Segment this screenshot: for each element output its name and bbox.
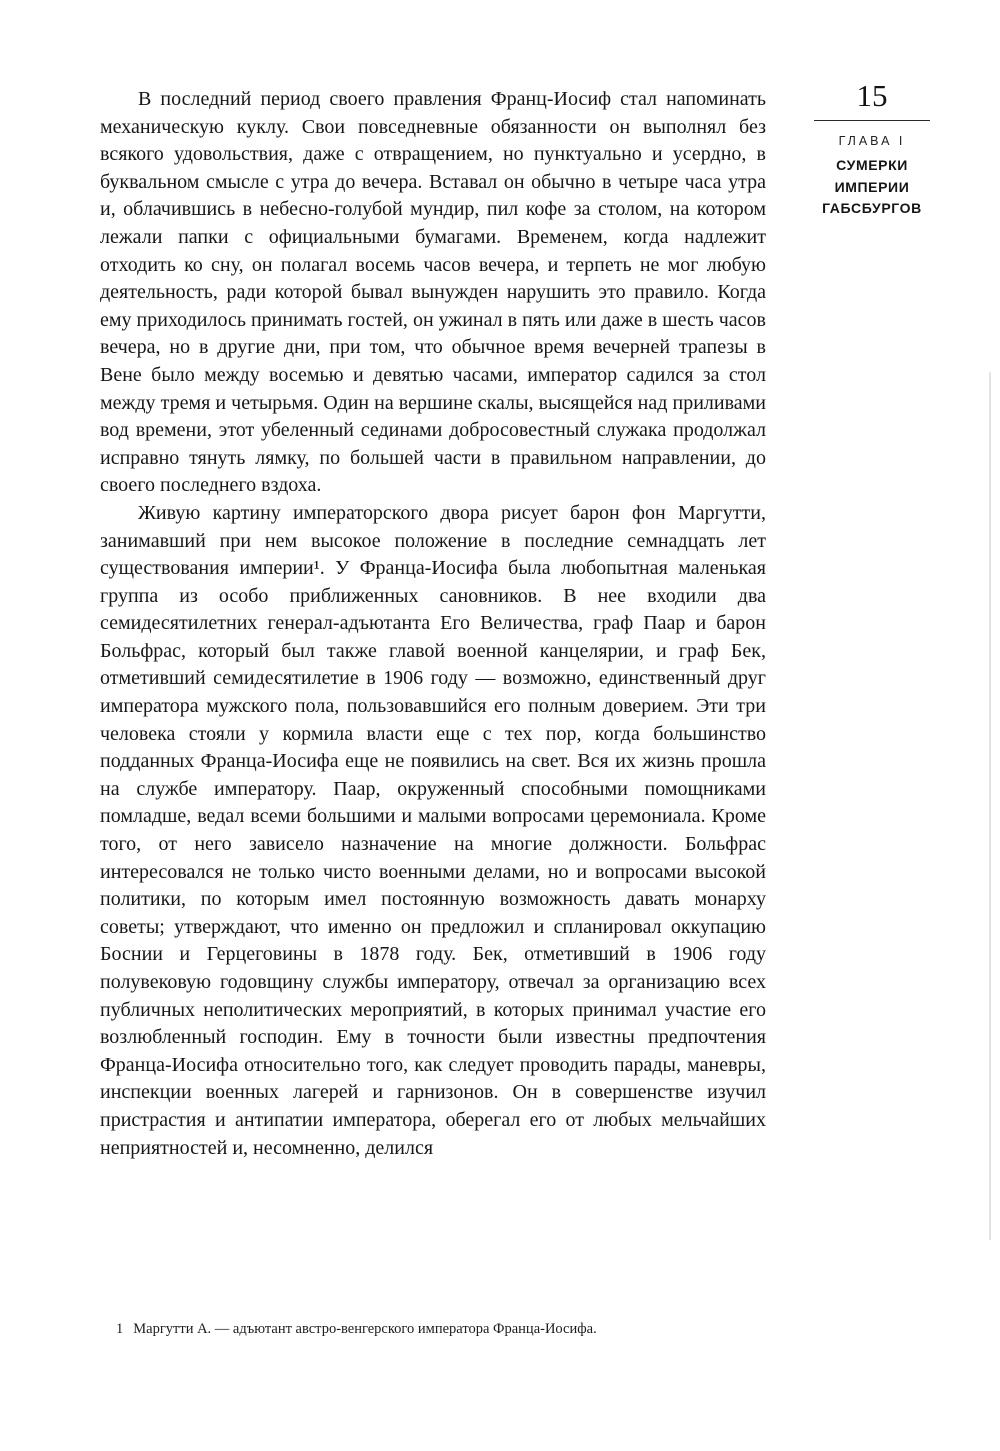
footnote-text: Маргутти А. — адъютант австро-венгерского императора Франца-Иосифа. xyxy=(133,1321,597,1337)
chapter-title-line-3: ГАБСБУРГОВ xyxy=(822,200,922,216)
chapter-title xyxy=(806,155,938,220)
page-edge-line xyxy=(989,372,991,1240)
footnote-marker: 1 xyxy=(116,1321,124,1337)
chapter-label: ГЛАВА I xyxy=(838,134,906,148)
footnote xyxy=(100,1320,766,1339)
chapter-title-line-2: ИМПЕРИИ xyxy=(834,178,910,195)
page-number: 15 xyxy=(856,78,888,113)
header-rule xyxy=(814,120,930,121)
page-header xyxy=(806,78,938,220)
chapter-title-line-1: СУМЕРКИ xyxy=(836,157,908,173)
paragraph-1: В последний период своего правления Франц-Иосиф стал напоминать механическую куклу. Свои повседневные обязанности он выполнял без всякого удовольствия, даже с отвращением, но пунктуально и усердно, в буквальном смысле с утра до вечера. Вставал он обычно в четыре часа утра и, облачившись в небесно-голубой мундир, пил кофе за столом, на котором лежали папки с официальными бумагами. Временем, когда надлежит отходить ко сну, он полагал восемь часов вечера, и терпеть не мог любую деятельность, ради которой бывал вынужден нарушить это правило. Когда ему приходилось принимать гостей, он ужинал в пять или даже в шесть часов вечера, но в другие дни, при том, что обычное время вечерней трапезы в Вене было между восемью и девятью часами, император садился за стол между тремя и четырьмя. Один на вершине скалы, высящейся над приливами вод времени, этот убеленный сединами добросовестный служака продолжал исправно тянуть лямку, по большей части в правильном направлении, до своего последнего вздоха. xyxy=(100,88,766,497)
body-text xyxy=(100,86,766,1162)
paragraph-2: Живую картину императорского двора рисует барон фон Маргутти, занимавший при нем высокое положение в последние семнадцать лет существования империи¹. У Франца-Иосифа была любопытная маленькая группа из особо приближенных сановников. В нее входили два семидесятилетних генерал-адъютанта Его Величества, граф Паар и барон Больфрас, который был также главой военной канцелярии, и граф Бек, отметивший семидесятилетие в 1906 году — возможно, единственный друг императора мужского пола, пользовавшийся его полным доверием. Эти три человека стояли у кормила власти еще с тех пор, когда большинство подданных Франца-Иосифа еще не появились на свет. Вся их жизнь прошла на службе императору. Паар, окруженный способными помощниками помладше, ведал всеми большими и малыми вопросами церемониала. Кроме того, от него зависело назначение на многие должности. Больфрас интересовался не только чисто военными делами, но и вопросами высокой политики, по которым имел постоянную возможность давать монарху советы; утверждают, что именно он предложил и спланировал оккупацию Боснии и Герцеговины в 1878 году. Бек, отметивший в 1906 году полувековую годовщину службы императору, отвечал за организацию всех публичных неполитических мероприятий, в которых принимал участие его возлюбленный господин. Ему в точности были известны предпочтения Франца-Иосифа относительно того, как следует проводить парады, маневры, инспекции военных лагерей и гарнизонов. Он в совершенстве изучил пристрастия и антипатии императора, оберегал его от любых мельчайших неприятностей и, несомненно, делился xyxy=(100,501,766,1159)
